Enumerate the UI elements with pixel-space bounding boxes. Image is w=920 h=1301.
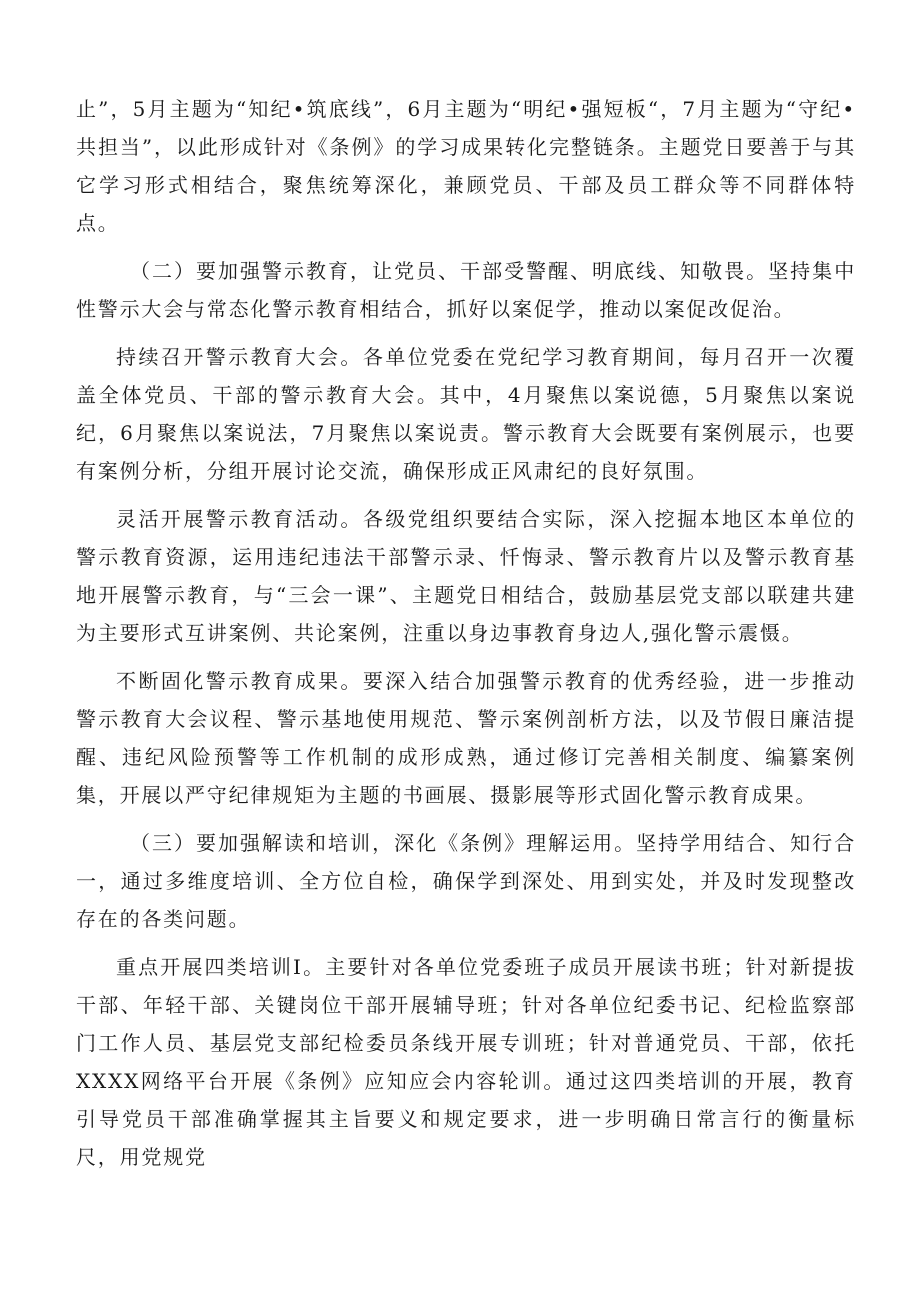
- paragraph-warning-results: 不断固化警示教育成果。要深入结合加强警示教育的优秀经验，进一步推动警示教育大会议程、警示基地使用规范、警示案例剖析方法，以及节假日廉洁提醒、违纪风险预警等工作机制的成形成熟，通过修订完善相关制度、编纂案例集，开展以严守纪律规矩为主题的书画展、摄影展等形式固化警示教育成果。: [76, 669, 856, 807]
- paragraph-four-trainings: 重点开展四类培训I。主要针对各单位党委班子成员开展读书班；针对新提拔干部、年轻干部、关键岗位干部开展辅导班；针对各单位纪委书记、纪检监察部门工作人员、基层党支部纪检委员条线开展专训班；针对普通党员、干部，依托XXXX网络平台开展《条例》应知应会内容轮训。通过这四类培训的开展，教育引导党员干部准确掌握其主旨要义和规定要求，进一步明确日常言行的衡量标尺，用党规党: [76, 955, 856, 1169]
- document-body: [76, 90, 856, 1186]
- paragraph-section-two-heading: （二）要加强警示教育，让党员、干部受警醒、明底线、知敬畏。坚持集中性警示大会与常态化警示教育相结合，抓好以案促学，推动以案促改促治。: [76, 259, 856, 321]
- paragraph-section-three-heading: （三）要加强解读和培训，深化《条例》理解运用。坚持学用结合、知行合一，通过多维度培训、全方位自检，确保学到深处、用到实处，并及时发现整改存在的各类问题。: [76, 831, 856, 931]
- paragraph-warning-conference: 持续召开警示教育大会。各单位党委在党纪学习教育期间，每月召开一次覆盖全体党员、干部的警示教育大会。其中，4月聚焦以案说德，5月聚焦以案说纪，6月聚焦以案说法，7月聚焦以案说责。警示教育大会既要有案例展示，也要有案例分析，分组开展讨论交流，确保形成正风肃纪的良好氛围。: [76, 345, 856, 483]
- paragraph-theme-days: 止”，5月主题为“知纪•筑底线”，6月主题为“明纪•强短板“，7月主题为“守纪•共担当”，以此形成针对《条例》的学习成果转化完整链条。主题党日要善于与其它学习形式相结合，聚焦统筹深化，兼顾党员、干部及员工群众等不同群体特点。: [76, 97, 856, 235]
- paragraph-warning-activities: 灵活开展警示教育活动。各级党组织要结合实际，深入挖掘本地区本单位的警示教育资源，运用违纪违法干部警示录、忏悔录、警示教育片以及警示教育基地开展警示教育，与“三会一课”、主题党日相结合，鼓励基层党支部以联建共建为主要形式互讲案例、共论案例，注重以身边事教育身边人,强化警示震慑。: [76, 507, 856, 645]
